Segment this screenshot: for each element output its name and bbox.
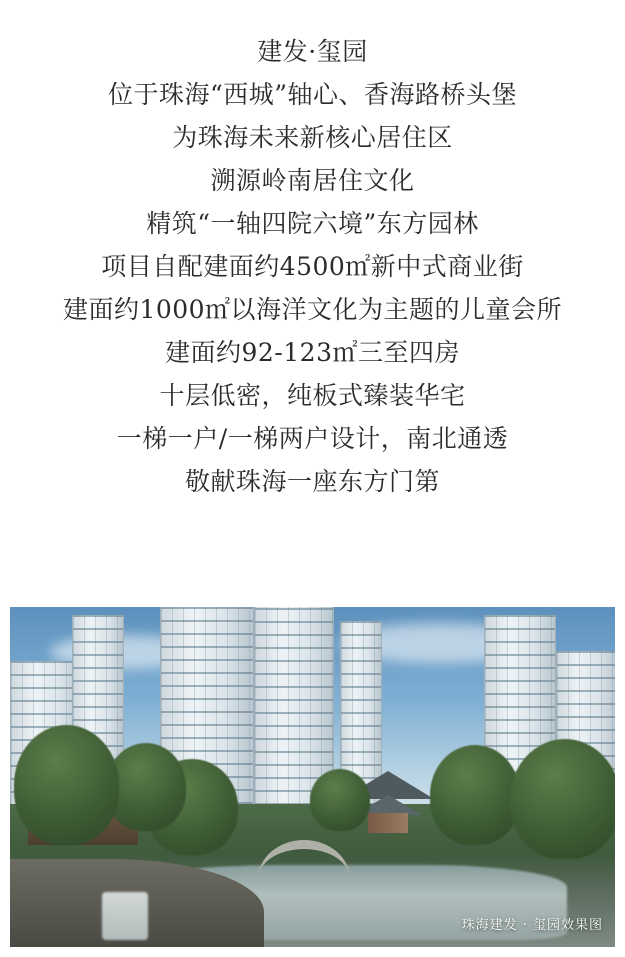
text-line-2: 为珠海未来新核心居住区 [172,123,453,152]
tree [430,745,520,845]
text-line-1: 位于珠海“西城”轴心、香海路桥头堡 [107,80,518,109]
text-line-title: 建发·玺园 [257,37,368,66]
text-line-9: 一梯一户/一梯两户设计，南北通透 [116,424,509,453]
text-line-10: 敬献珠海一座东方门第 [184,467,440,496]
tree [14,725,119,845]
text-line-8: 十层低密，纯板式臻装华宅 [159,381,466,410]
tree [510,739,615,859]
text-line-4: 精筑“一轴四院六境”东方园林 [146,209,479,238]
text-line-7: 建面约92-123㎡三至四房 [165,338,460,367]
text-line-6: 建面约1000㎡以海洋文化为主题的儿童会所 [62,295,563,324]
rendering-image [10,607,615,947]
waterfall [102,892,148,940]
image-caption: 珠海建发 · 玺园效果图 [461,918,603,933]
tree [310,769,370,831]
text-line-3: 溯源岭南居住文化 [210,166,415,195]
text-line-5: 项目自配建面约4500㎡新中式商业街 [101,252,524,281]
